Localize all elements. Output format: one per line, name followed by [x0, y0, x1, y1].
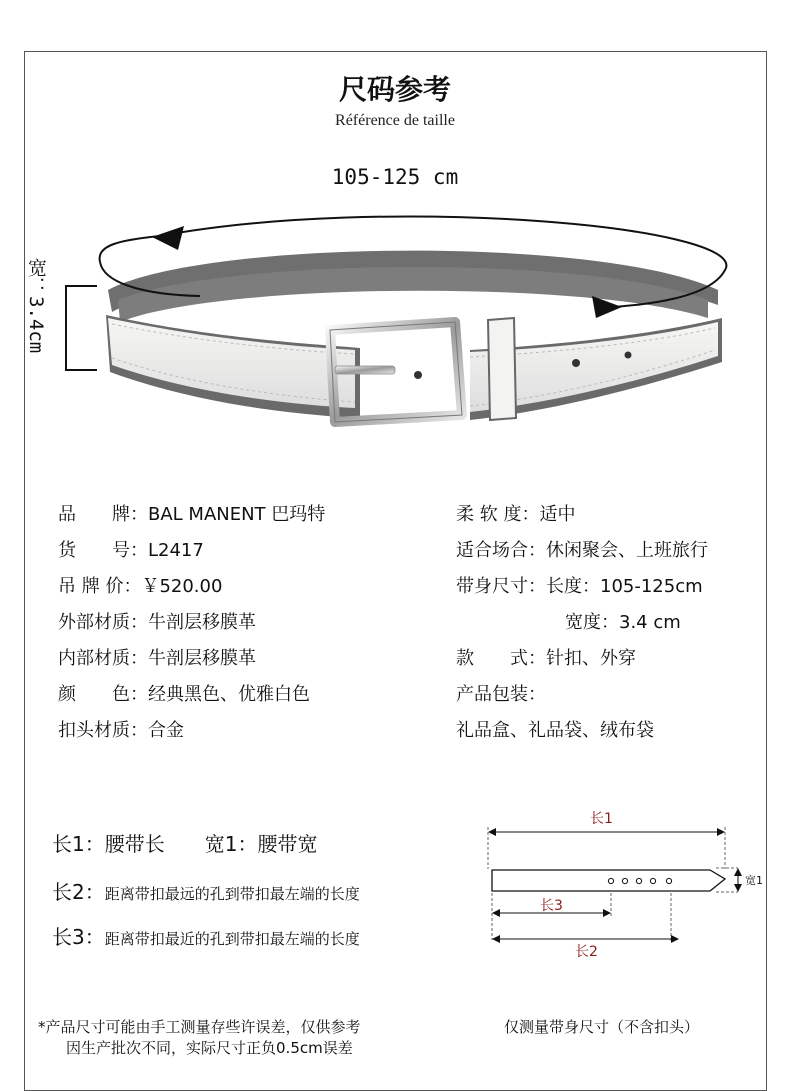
diagram-len2-label: 长2: [575, 944, 598, 960]
spec-tag-price-key: 吊 牌 价：: [58, 576, 142, 597]
disclaimer-line-1: *产品尺寸可能由手工测量存些许误差，仅供参考: [38, 1018, 361, 1036]
spec-item-number: [58, 536, 204, 562]
spec-softness: [456, 500, 575, 526]
spec-body-width-value: 宽度：3.4 cm: [565, 612, 681, 633]
spec-style-key: 款 式：: [456, 648, 546, 669]
spec-buckle-material: [58, 716, 184, 742]
spec-tag-price-value: ￥520.00: [141, 576, 223, 597]
spec-body-size-value: 长度：105-125cm: [546, 576, 703, 597]
belt-width-label: 宽：3.4cm: [25, 258, 47, 354]
spec-brand: [58, 500, 325, 526]
spec-occasion-value: 休闲聚会、上班旅行: [546, 540, 708, 561]
spec-softness-key: 柔 软 度：: [456, 504, 540, 525]
spec-packaging-key: 产品包装：: [456, 684, 546, 705]
spec-style-value: 针扣、外穿: [546, 648, 636, 669]
legend-len3: [52, 921, 360, 950]
spec-outer-material-value: 牛剖层移膜革: [148, 612, 256, 633]
diagram-width1-label: 宽1: [745, 874, 763, 887]
spec-packaging-detail: [456, 716, 654, 742]
spec-outer-material-key: 外部材质：: [58, 612, 148, 633]
spec-style: [456, 644, 636, 670]
spec-color-value: 经典黑色、优雅白色: [148, 684, 310, 705]
page-title: 尺码参考: [338, 73, 451, 106]
spec-body-size-key: 带身尺寸：: [456, 576, 546, 597]
spec-occasion-key: 适合场合：: [456, 540, 546, 561]
diagram-len3-label: 长3: [540, 898, 563, 914]
diagram-caption: 仅测量带身尺寸（不含扣头）: [504, 1018, 700, 1036]
spec-inner-material-key: 内部材质：: [58, 648, 148, 669]
page-subtitle: Référence de taille: [335, 112, 455, 129]
spec-packaging-value: 礼品盒、礼品袋、绒布袋: [456, 720, 654, 741]
spec-body-size: [456, 572, 703, 598]
spec-softness-value: 适中: [539, 504, 576, 525]
spec-color: [58, 680, 310, 706]
spec-brand-value: BAL MANENT 巴玛特: [148, 504, 326, 525]
belt-illustration: [0, 0, 790, 470]
spec-item-number-value: L2417: [148, 540, 204, 561]
measurement-diagram: [480, 805, 770, 965]
size-range: 105-125 cm: [331, 165, 459, 189]
spec-buckle-material-key: 扣头材质：: [58, 720, 148, 741]
spec-body-width: [565, 608, 681, 634]
legend-len2-key: 长2：: [52, 880, 105, 904]
legend-len1-width1: 长1：腰带长 宽1：腰带宽: [52, 832, 318, 856]
legend-len3-value: 距离带扣最近的孔到带扣最左端的长度: [104, 930, 360, 948]
legend-len2-value: 距离带扣最远的孔到带扣最左端的长度: [104, 885, 360, 903]
spec-outer-material: [58, 608, 256, 634]
spec-occasion: [456, 536, 708, 562]
spec-buckle-material-value: 合金: [148, 720, 184, 741]
spec-packaging: [456, 680, 546, 706]
diagram-len1-label: 长1: [590, 811, 613, 827]
spec-inner-material: [58, 644, 256, 670]
spec-inner-material-value: 牛剖层移膜革: [148, 648, 256, 669]
spec-color-key: 颜 色：: [58, 684, 148, 705]
disclaimer-line-2: 因生产批次不同，实际尺寸正负0.5cm误差: [66, 1039, 353, 1057]
spec-brand-key: 品 牌：: [58, 504, 148, 525]
legend-len3-key: 长3：: [52, 925, 105, 949]
spec-item-number-key: 货 号：: [58, 540, 148, 561]
legend-len2: [52, 876, 360, 905]
spec-tag-price: [58, 572, 222, 598]
